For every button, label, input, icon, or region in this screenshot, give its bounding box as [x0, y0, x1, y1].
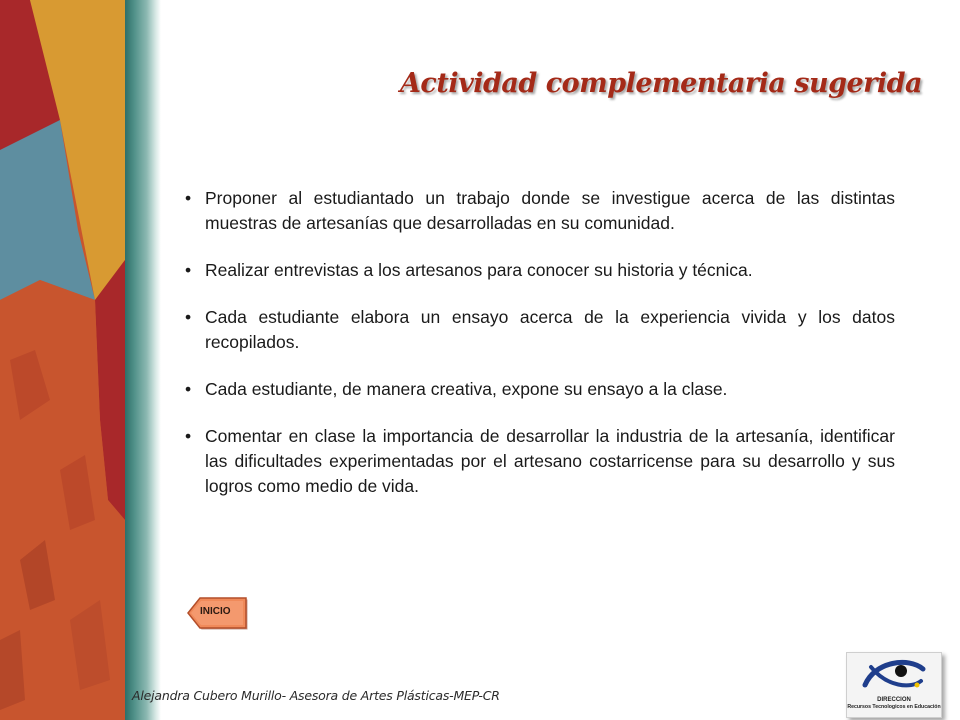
- bullet-text: Realizar entrevistas a los artesanos para conocer su historia y técnica.: [205, 260, 753, 280]
- direccion-logo: [846, 652, 942, 718]
- author-footer: Alejandra Cubero Murillo- Asesora de Artes Plásticas-MEP-CR: [132, 688, 500, 703]
- decorative-artwork: [0, 0, 125, 720]
- slide-title: Actividad complementaria sugerida: [399, 68, 922, 99]
- list-item: [185, 305, 895, 355]
- bullet-text: Cada estudiante elabora un ensayo acerca de la experiencia vivida y los datos recopilados.: [205, 307, 895, 352]
- bullet-text: Comentar en clase la importancia de desarrollar la industria de la artesanía, identificar las dificultades experimentadas por el artesano costarricense para su desarrollo y sus logros como medio de vida.: [205, 426, 895, 496]
- logo-line-2: Recursos Tecnologicos en Educación: [847, 704, 941, 710]
- bullet-text: Cada estudiante, de manera creativa, expone su ensayo a la clase.: [205, 379, 728, 399]
- bullet-icon: •: [185, 379, 192, 399]
- bullet-icon: •: [185, 260, 192, 280]
- bullet-icon: •: [185, 188, 192, 208]
- list-item: [185, 424, 895, 499]
- bullet-icon: •: [185, 426, 192, 446]
- bullet-text: Proponer al estudiantado un trabajo donde se investigue acerca de las distintas muestras de artesanías que desarrolladas en su comunidad.: [205, 188, 895, 233]
- list-item: [185, 258, 895, 283]
- list-item: [185, 377, 895, 402]
- direccion-logo-icon: [857, 655, 931, 697]
- inicio-label: INICIO: [200, 606, 231, 617]
- teal-divider-strip: [125, 0, 161, 720]
- inicio-button[interactable]: [186, 594, 248, 632]
- bullet-list: [185, 186, 895, 521]
- bullet-icon: •: [185, 307, 192, 327]
- logo-line-1: DIRECCION: [877, 697, 911, 703]
- list-item: [185, 186, 895, 236]
